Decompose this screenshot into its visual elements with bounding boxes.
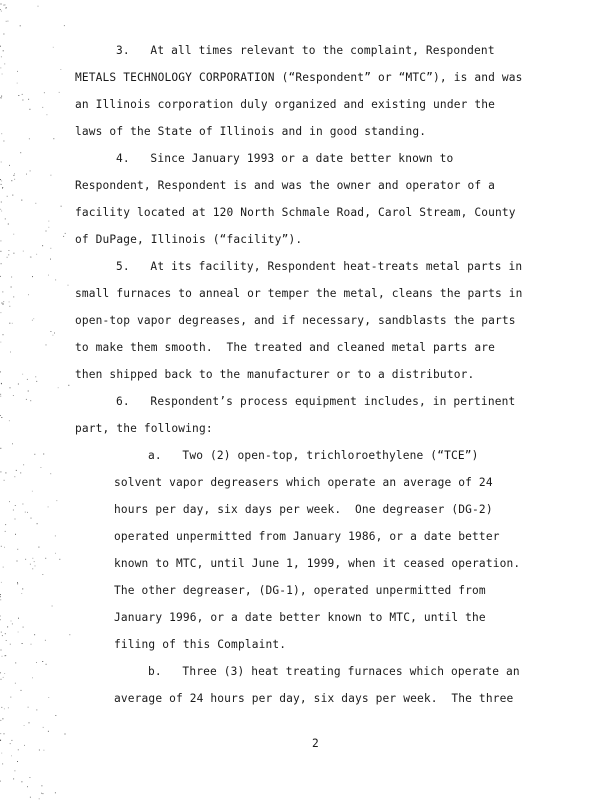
noise-dot [32,320,33,321]
noise-dot [0,67,1,68]
noise-dot [0,240,1,241]
noise-dot [21,200,22,201]
noise-dot [65,233,66,234]
text-line: hours per day, six days per week. One degreaser (DG-2) [114,503,493,516]
noise-dot [2,188,3,189]
noise-dot [0,276,1,277]
noise-dot [35,565,36,566]
noise-dot [29,138,30,139]
noise-dot [18,95,19,96]
noise-dot [14,476,15,477]
noise-dot [29,722,30,723]
page-number: 2 [312,737,319,750]
noise-dot [21,690,22,691]
noise-dot [32,491,33,492]
noise-dot [0,781,1,782]
noise-dot [1,133,2,134]
noise-dot [1,162,2,163]
noise-dot [3,5,4,6]
noise-dot [24,745,25,746]
noise-dot [30,400,31,401]
text-line: 3. At all times relevant to the complaint, Respondent [116,44,495,57]
noise-dot [42,107,43,108]
noise-dot [28,707,29,708]
noise-dot [34,454,35,455]
noise-dot [4,63,5,64]
noise-dot [6,7,7,8]
noise-dot [38,6,39,7]
noise-dot [42,574,43,575]
noise-dot [10,352,11,353]
noise-dot [0,471,1,472]
noise-dot [55,279,56,280]
noise-dot [40,467,41,468]
text-line: 5. At its facility, Respondent heat-treats metal parts in [116,260,523,273]
noise-dot [32,568,33,569]
noise-dot [48,275,49,276]
noise-dot [7,21,8,22]
noise-dot [1,4,2,5]
noise-dot [65,734,66,735]
noise-dot [1,211,2,212]
noise-dot [0,415,1,416]
noise-dot [68,285,69,286]
text-line: 6. Respondent’s process equipment includes, in pertinent [116,395,516,408]
noise-dot [64,25,65,26]
noise-dot [24,725,25,726]
noise-dot [69,634,70,635]
noise-dot [52,606,53,607]
noise-dot [15,683,16,684]
noise-dot [38,547,39,548]
noise-dot [36,709,37,710]
noise-dot [0,740,1,741]
noise-dot [0,619,1,620]
noise-dot [43,750,44,751]
noise-dot [33,318,34,319]
noise-dot [32,558,33,559]
noise-dot [1,417,2,418]
noise-dot [41,793,42,794]
noise-dot [11,755,12,756]
noise-dot [7,626,8,627]
noise-dot [30,170,31,171]
text-line: b. Three (3) heat treating furnaces which operate an [148,665,520,678]
noise-dot [53,47,54,48]
noise-dot [5,633,6,634]
noise-dot [48,731,49,732]
noise-dot [14,173,15,174]
noise-dot [0,596,1,597]
text-line: laws of the State of Illinois and in good standing. [75,125,427,138]
noise-dot [7,257,8,258]
noise-dot [0,672,1,673]
noise-dot [46,664,47,665]
text-line: operated unpermitted from January 1986, or a date better [114,530,500,543]
noise-dot [1,753,2,754]
text-line: The other degreaser, (DG-1), operated unpermitted from [114,584,486,597]
noise-dot [21,781,22,782]
noise-dot [21,593,22,594]
noise-dot [1,97,2,98]
noise-dot [3,304,4,305]
noise-dot [48,697,49,698]
text-line: average of 24 hours per day, six days per week. The three [114,692,514,705]
text-line: METALS TECHNOLOGY CORPORATION (“Respondent” or “MTC”), is and was [75,71,523,84]
noise-dot [29,777,30,778]
noise-dot [36,662,37,663]
noise-dot [68,385,69,386]
noise-dot [2,656,3,657]
noise-dot [1,383,2,384]
noise-dot [20,472,21,473]
text-line: part, the following: [75,422,213,435]
noise-dot [25,512,26,513]
noise-dot [6,640,7,641]
noise-dot [10,743,11,744]
noise-dot [8,250,9,251]
noise-dot [15,662,16,663]
noise-dot [9,323,10,324]
noise-dot [3,334,4,335]
noise-dot [31,644,32,645]
noise-dot [12,623,13,624]
text-line: open-top vapor degreases, and if necessary, sandblasts the parts [75,314,516,327]
noise-dot [54,333,55,334]
text-line: facility located at 120 North Schmale Road, Carol Stream, County [75,206,516,219]
noise-dot [2,187,3,188]
noise-dot [1,56,2,57]
noise-dot [0,97,1,98]
noise-dot [27,512,28,513]
noise-dot [9,306,10,307]
noise-dot [10,644,11,645]
noise-dot [30,564,31,565]
noise-dot [53,138,54,139]
noise-dot [42,245,43,246]
noise-dot [39,750,40,751]
noise-dot [20,152,21,153]
noise-dot [44,92,45,93]
noise-dot [26,174,27,175]
noise-dot [5,524,6,525]
noise-dot [32,677,33,678]
noise-dot [7,196,8,197]
noise-dot [1,180,2,181]
noise-dot [9,501,10,502]
noise-dot [35,203,36,204]
noise-dot [10,387,11,388]
noise-dot [55,553,56,554]
noise-dot [1,96,2,97]
noise-dot [22,643,23,644]
noise-dot [43,727,44,728]
noise-dot [55,715,56,716]
noise-dot [17,583,18,584]
noise-dot [5,655,6,656]
noise-dot [59,559,60,560]
noise-dot [2,291,3,292]
noise-dot [17,71,18,72]
noise-dot [0,733,1,734]
noise-dot [42,661,43,662]
noise-dot [0,396,1,397]
noise-dot [3,303,4,304]
noise-dot [15,519,16,520]
noise-dot [50,473,51,474]
text-line: known to MTC, until June 1, 1999, when it ceased operation. [114,557,521,570]
noise-dot [13,175,14,176]
noise-dot [4,480,5,481]
noise-dot [14,770,15,771]
noise-dot [1,383,2,384]
text-line: a. Two (2) open-top, trichloroethylene (“TCE”) [148,449,479,462]
noise-dot [23,464,24,465]
noise-dot [11,740,12,741]
noise-dot [12,195,13,196]
noise-dot [0,342,1,343]
noise-dot [48,506,49,507]
noise-dot [63,236,64,237]
noise-dot [48,221,49,222]
noise-dot [20,25,21,26]
noise-dot [1,679,2,680]
noise-dot [1,11,2,12]
noise-dot [13,510,14,511]
noise-dot [2,718,3,719]
noise-dot [0,9,1,10]
text-line: 4. Since January 1993 or a date better known to [116,152,454,165]
noise-dot [36,254,37,255]
noise-dot [52,335,53,336]
noise-dot [28,99,29,100]
noise-dot [0,448,1,449]
noise-dot [3,141,4,142]
noise-dot [17,561,18,562]
noise-dot [31,257,32,258]
noise-dot [11,277,12,278]
noise-dot [29,109,30,110]
noise-dot [34,634,35,635]
noise-dot [4,673,5,674]
noise-dot [25,559,26,560]
noise-dot [13,395,14,396]
noise-dot [11,180,12,181]
noise-dot [48,227,49,228]
noise-dot [3,50,4,51]
noise-dot [28,294,29,295]
noise-dot [11,621,12,622]
noise-dot [32,276,33,277]
noise-dot [23,251,24,252]
noise-dot [0,312,1,313]
noise-dot [22,588,23,589]
noise-dot [8,707,9,708]
noise-dot [28,391,29,392]
noise-dot [1,707,2,708]
noise-dot [50,259,51,260]
noise-dot [55,535,56,536]
noise-dot [50,248,51,249]
noise-dot [45,640,46,641]
text-line: to make them smooth. The treated and cleaned metal parts are [75,341,496,354]
noise-dot [27,786,28,787]
noise-dot [4,547,5,548]
noise-dot [17,549,18,550]
noise-dot [31,518,32,519]
noise-dot [46,231,47,232]
noise-dot [30,257,31,258]
noise-dot [8,254,9,255]
noise-dot [11,287,12,288]
noise-dot [14,179,15,180]
text-line: filing of this Complaint. [114,638,287,651]
noise-dot [50,331,51,332]
noise-dot [22,374,23,375]
noise-dot [0,594,1,595]
noise-dot [41,785,42,786]
noise-dot [13,253,14,254]
noise-dot [36,381,37,382]
noise-dot [46,344,47,345]
noise-dot [18,749,19,750]
noise-dot [37,523,38,524]
noise-dot [61,206,62,207]
noise-dot [58,387,59,388]
text-line: an Illinois corporation duly organized and existing under the [75,98,496,111]
noise-dot [13,234,14,235]
noise-dot [16,470,17,471]
noise-dot [39,798,40,799]
noise-dot [0,394,1,395]
noise-dot [8,224,9,225]
noise-dot [2,635,3,636]
noise-dot [55,792,56,793]
noise-dot [10,697,11,698]
noise-dot [26,399,27,400]
noise-dot [34,561,35,562]
noise-dot [59,92,60,93]
noise-dot [15,534,16,535]
text-line: Respondent, Respondent is and was the owner and operator of a [75,179,496,192]
noise-dot [0,371,1,372]
noise-dot [5,4,6,5]
text-line: of DuPage, Illinois (“facility”). [75,233,303,246]
noise-dot [1,202,2,203]
noise-dot [6,21,7,22]
noise-dot [1,263,2,264]
noise-dot [17,582,18,583]
noise-dot [23,627,24,628]
noise-dot [3,301,4,302]
noise-dot [0,209,1,210]
noise-dot [9,420,10,421]
noise-dot [4,708,5,709]
noise-dot [12,323,13,324]
noise-dot [56,500,57,501]
noise-dot [18,384,19,385]
noise-dot [0,599,1,600]
noise-dot [22,94,23,95]
noise-dot [22,100,23,101]
noise-dot [0,46,1,47]
noise-dot [50,175,51,176]
noise-dot [1,582,2,583]
noise-dot [3,567,4,568]
noise-dot [60,69,61,70]
noise-dot [13,778,14,779]
noise-dot [42,793,43,794]
noise-dot [5,8,6,9]
noise-dot [3,677,4,678]
noise-dot [17,83,18,84]
noise-dot [1,546,2,547]
noise-dot [0,179,1,180]
noise-dot [18,632,19,633]
noise-dot [2,74,3,75]
noise-dot [5,472,6,473]
noise-dot [9,301,10,302]
noise-dot [3,34,4,35]
text-line: then shipped back to the manufacturer or to a distributor. [75,368,475,381]
noise-dot [1,303,2,304]
text-line: small furnaces to anneal or temper the metal, cleans the parts in [75,287,523,300]
noise-dot [0,720,1,721]
noise-dot [15,505,16,506]
noise-dot [0,616,1,617]
noise-dot [5,655,6,656]
noise-dot [43,454,44,455]
noise-dot [1,650,2,651]
noise-dot [0,251,1,252]
text-line: January 1996, or a date better known to MTC, until the [114,611,486,624]
noise-dot [2,763,3,764]
noise-dot [0,740,1,741]
noise-dot [4,733,5,734]
noise-dot [35,376,36,377]
noise-dot [13,296,14,297]
noise-dot [46,114,47,115]
noise-dot [45,558,46,559]
noise-dot [22,504,23,505]
noise-dot [1,632,2,633]
noise-dot [9,165,10,166]
noise-dot [30,797,31,798]
noise-dot [18,618,19,619]
noise-dot [27,379,28,380]
noise-dot [17,761,18,762]
noise-dot [12,443,13,444]
noise-dot [5,531,6,532]
noise-dot [5,218,6,219]
text-line: solvent vapor degreasers which operate an average of 24 [114,476,493,489]
noise-dot [1,184,2,185]
